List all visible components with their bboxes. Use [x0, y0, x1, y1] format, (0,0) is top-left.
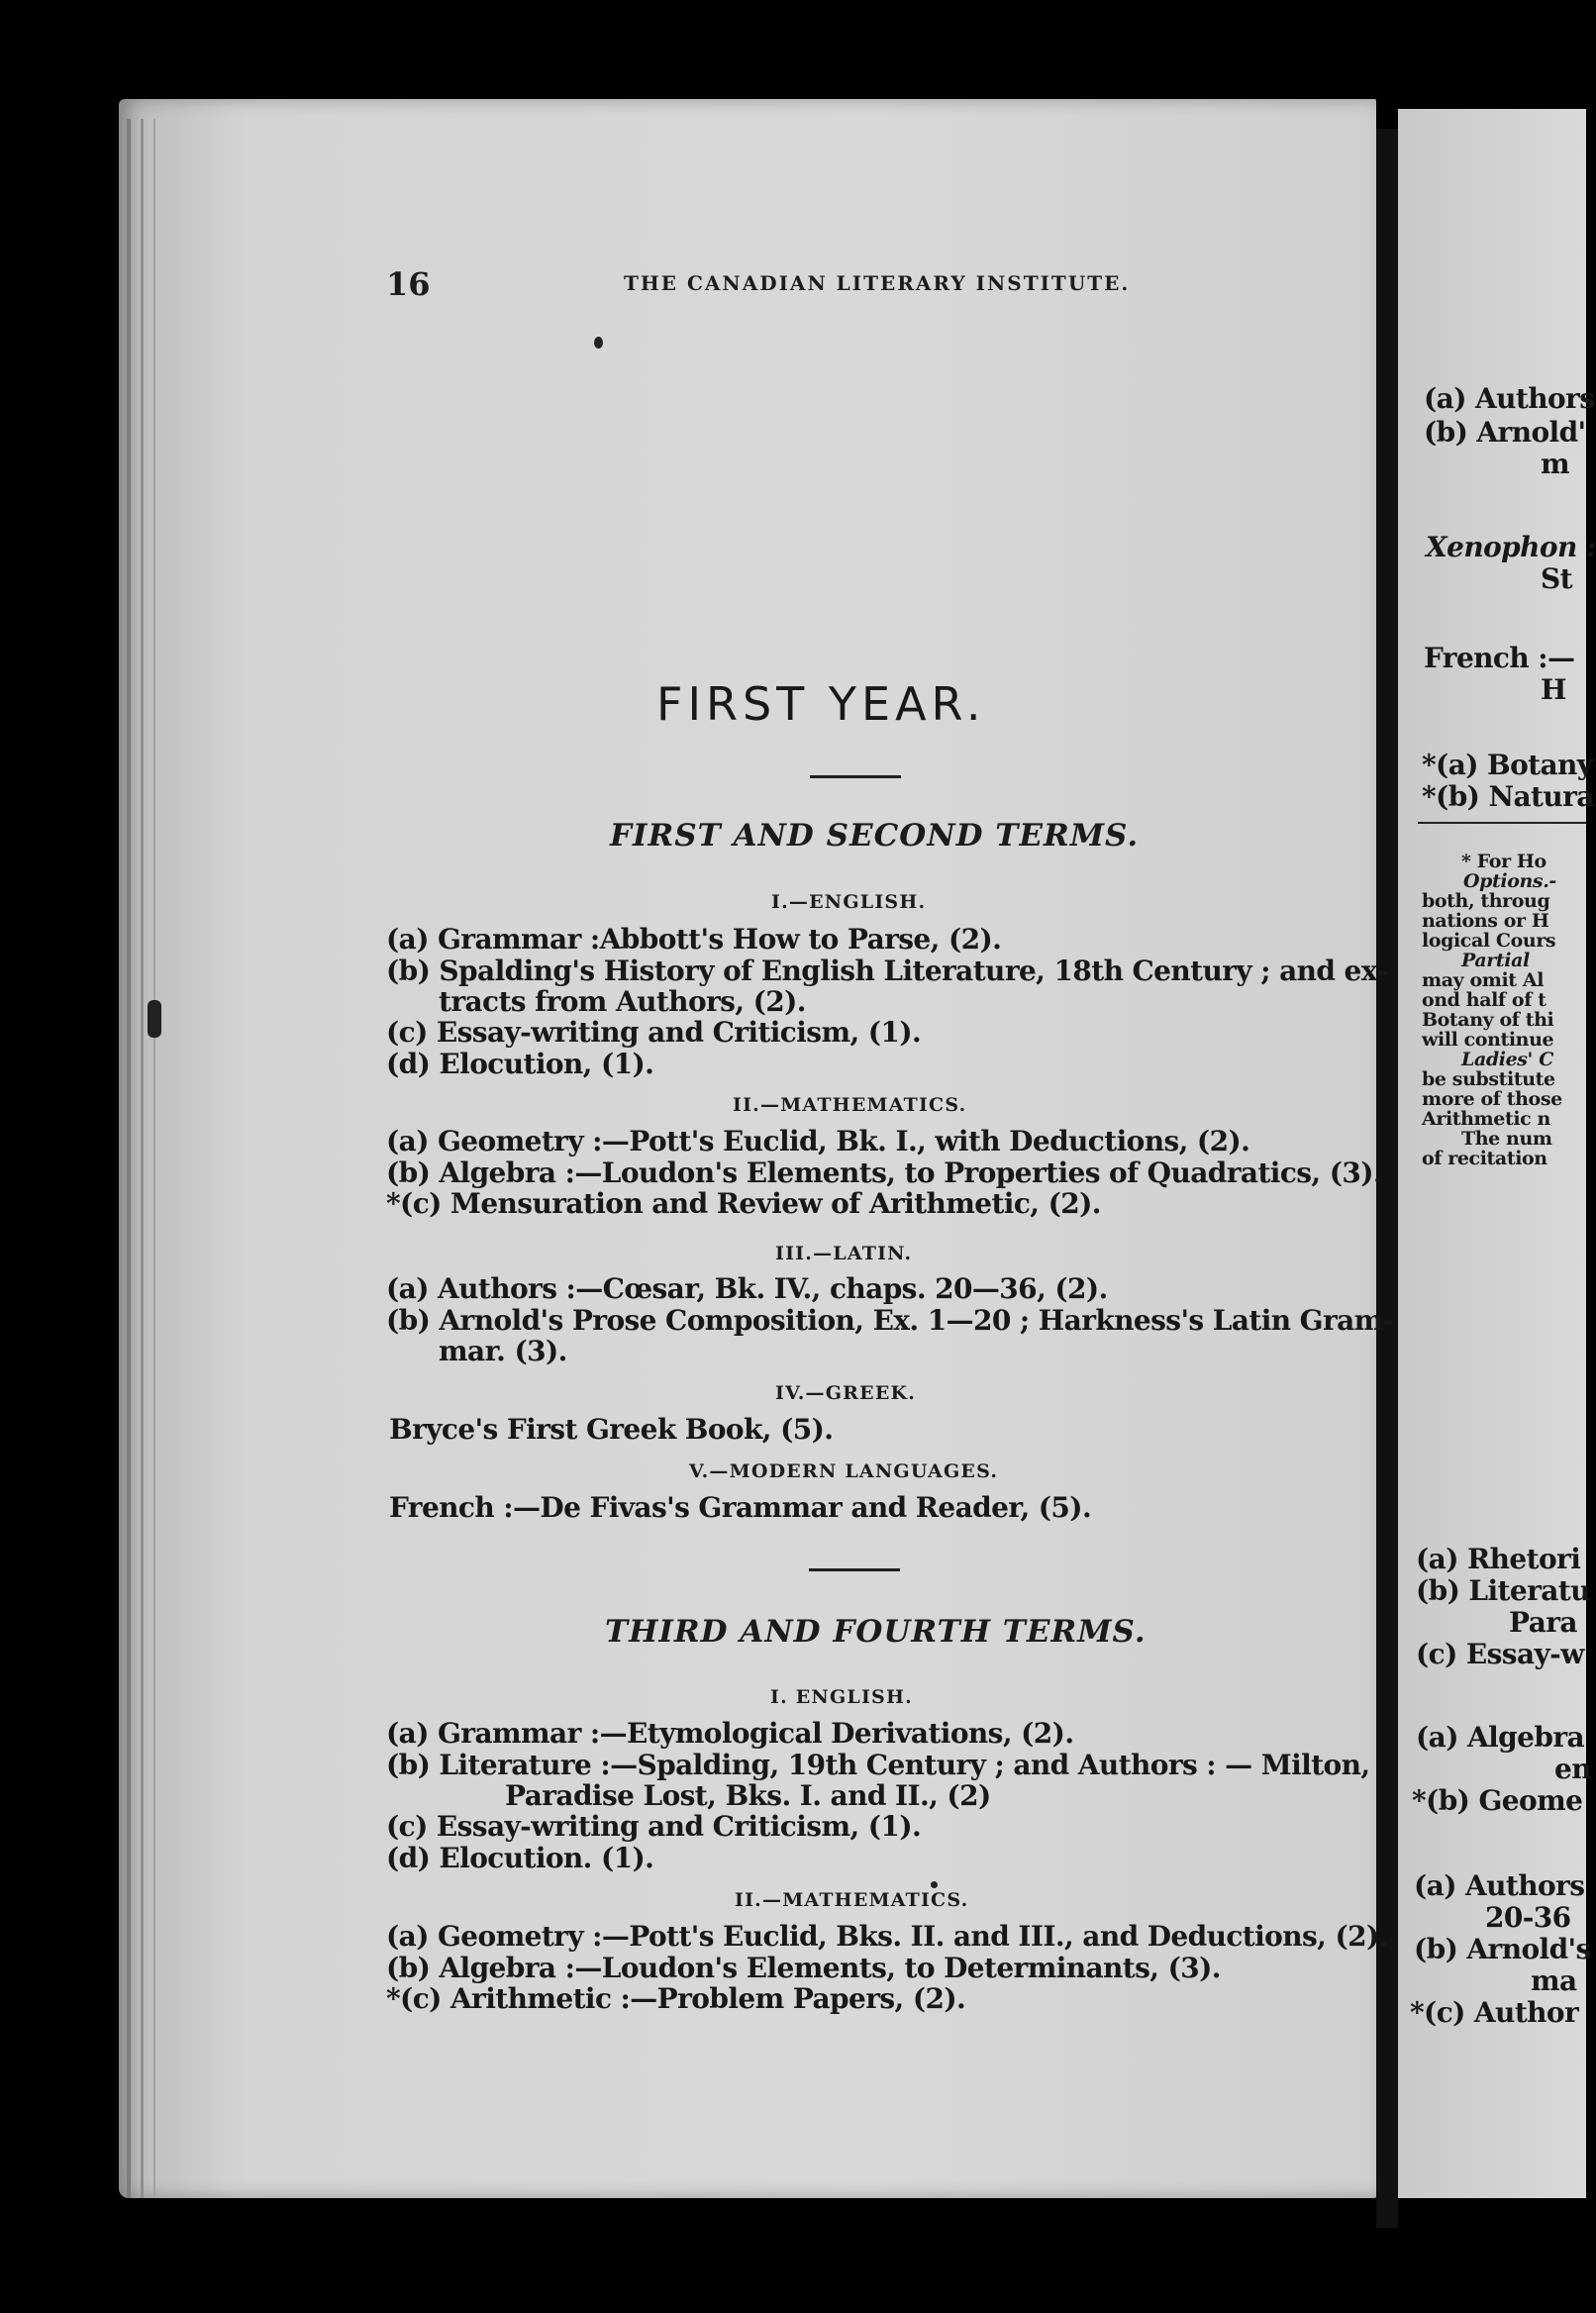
footnote-line: Ladies' C — [1461, 1049, 1553, 1070]
next-page-line: French :— — [1424, 642, 1575, 674]
course-line: (b) Algebra :—Loudon's Elements, to Determinants, (3). — [386, 1952, 1221, 1984]
term-rule — [809, 1568, 900, 1571]
course-line: *(c) Mensuration and Review of Arithmetic, (2). — [386, 1187, 1101, 1220]
next-page-line: Xenophon : — [1426, 531, 1596, 563]
footnote-line: * For Ho — [1461, 851, 1546, 872]
footnote-line: nations or H — [1422, 910, 1549, 932]
section-heading-greek: IV.—GREEK. — [775, 1382, 917, 1404]
footnote-rule — [1418, 822, 1586, 824]
section-heading-mathematics: II.—MATHEMATICS. — [733, 1094, 967, 1116]
course-line: (b) Literature :—Spalding, 19th Century ; and Authors : — Milton, — [386, 1749, 1370, 1781]
next-page-line: St — [1541, 562, 1572, 595]
next-page-line: (b) Arnold's — [1414, 1933, 1591, 1965]
course-line: (b) Spalding's History of English Literature, 18th Century ; and ex- — [386, 955, 1388, 987]
page-title: FIRST YEAR. — [656, 677, 986, 731]
course-line: (c) Essay-writing and Criticism, (1). — [386, 1016, 922, 1049]
next-page-line: *(a) Botany — [1422, 749, 1593, 781]
footnote-line: ond half of t — [1422, 989, 1546, 1011]
section-heading-latin: III.—LATIN. — [775, 1243, 913, 1264]
footnote-line: both, throug — [1422, 890, 1550, 912]
footnote-line: Partial — [1461, 950, 1530, 971]
next-page-line: (a) Algebra — [1416, 1721, 1585, 1754]
next-page-line: m — [1541, 448, 1570, 480]
course-line: (a) Authors :—Cœsar, Bk. IV., chaps. 20—36, (2). — [386, 1272, 1108, 1305]
page-number: 16 — [386, 265, 431, 303]
footnote-line: The num — [1461, 1128, 1552, 1150]
footnote-line: of recitation — [1422, 1148, 1547, 1169]
footnote-line: Options.- — [1463, 870, 1556, 892]
footnote-line: logical Cours — [1422, 930, 1556, 952]
next-page-line: ma — [1531, 1964, 1577, 1997]
next-page-line: (a) Rhetori — [1416, 1543, 1581, 1575]
course-line: (d) Elocution. (1). — [386, 1842, 654, 1874]
footnote-line: Botany of thi — [1422, 1009, 1554, 1031]
ink-speck — [594, 337, 603, 349]
page-edge-line — [127, 119, 131, 2198]
course-line: (a) Grammar :—Etymological Derivations, (2). — [386, 1717, 1074, 1750]
course-line: (d) Elocution, (1). — [386, 1048, 654, 1080]
section-heading-english: I.—ENGLISH. — [771, 891, 927, 913]
footnote-line: more of those — [1422, 1088, 1562, 1110]
next-page-line: (a) Authors — [1414, 1869, 1585, 1902]
next-page-line: H — [1541, 673, 1566, 706]
course-line: Bryce's First Greek Book, (5). — [389, 1413, 834, 1446]
section-heading-mathematics: II.—MATHEMATICS. — [735, 1889, 969, 1911]
next-page-line: (a) Authors — [1424, 382, 1595, 415]
term-heading-first-second: FIRST AND SECOND TERMS. — [610, 818, 1140, 854]
next-page-line: 20-36 — [1485, 1901, 1571, 1934]
next-page-line: Para — [1509, 1606, 1577, 1639]
next-page-line: *(b) Natura — [1422, 780, 1594, 813]
course-line: mar. (3). — [439, 1335, 567, 1367]
running-title: THE CANADIAN LITERARY INSTITUTE. — [624, 271, 1131, 295]
course-line: (b) Arnold's Prose Composition, Ex. 1—20 ; Harkness's Latin Gram- — [386, 1304, 1394, 1337]
ink-speck — [931, 1881, 938, 1888]
term-heading-third-fourth: THIRD AND FOURTH TERMS. — [605, 1614, 1147, 1650]
course-line: (a) Grammar :Abbott's How to Parse, (2). — [386, 923, 1002, 955]
page-edge-line — [141, 119, 144, 2198]
course-line: tracts from Authors, (2). — [439, 985, 806, 1018]
page-edge-line — [153, 119, 155, 2198]
next-page-line: (c) Essay-w — [1416, 1638, 1584, 1670]
section-heading-english: I. ENGLISH. — [770, 1686, 913, 1708]
footnote-line: may omit Al — [1422, 969, 1545, 991]
next-page-line: *(c) Author — [1410, 1996, 1579, 2029]
next-page-line: (b) Arnold' — [1424, 416, 1586, 449]
course-line: (a) Geometry :—Pott's Euclid, Bk. I., with Deductions, (2). — [386, 1125, 1250, 1157]
next-page-line: en — [1554, 1753, 1591, 1785]
course-line: French :—De Fivas's Grammar and Reader, (5). — [389, 1491, 1092, 1524]
course-line: (b) Algebra :—Loudon's Elements, to Properties of Quadratics, (3). — [386, 1156, 1383, 1189]
footnote-line: Arithmetic n — [1422, 1108, 1550, 1130]
section-heading-modern-languages: V.—MODERN LANGUAGES. — [689, 1460, 999, 1482]
next-page-line: *(b) Geome — [1412, 1784, 1583, 1817]
course-line: (a) Geometry :—Pott's Euclid, Bks. II. and III., and Deductions, (2). — [386, 1920, 1388, 1953]
course-line: *(c) Arithmetic :—Problem Papers, (2). — [386, 1982, 966, 2015]
footnote-line: will continue — [1422, 1029, 1554, 1051]
title-rule — [810, 775, 901, 778]
course-line: Paradise Lost, Bks. I. and II., (2) — [505, 1779, 991, 1812]
footnote-line: be substitute — [1422, 1068, 1555, 1090]
binding-mark — [148, 1000, 161, 1038]
course-line: (c) Essay-writing and Criticism, (1). — [386, 1810, 922, 1843]
next-page-line: (b) Literatu — [1416, 1574, 1590, 1607]
